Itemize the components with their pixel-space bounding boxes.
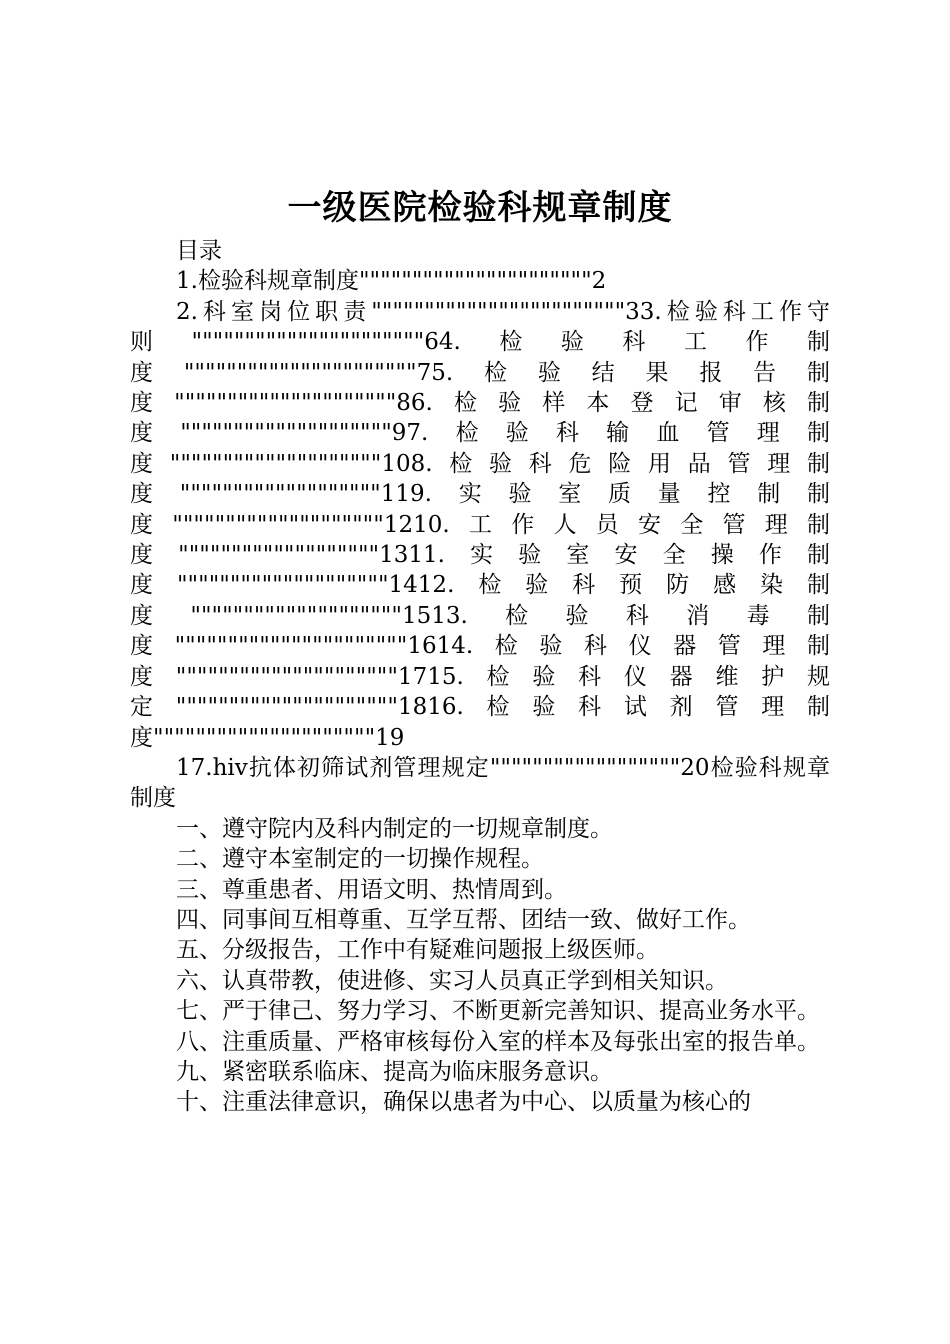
toc-entry: 17.hiv抗体初筛试剂管理规定""""""""""""""""""20检验科规章制度 bbox=[130, 754, 830, 812]
document-title: 一级医院检验科规章制度 bbox=[287, 188, 673, 228]
toc-entry: 1.检验科规章制度""""""""""""""""""""""2 bbox=[176, 268, 607, 295]
rule-item: 七、严于律己、努力学习、不断更新完善知识、提高业务水平。 bbox=[176, 998, 820, 1025]
document-body bbox=[130, 236, 830, 1118]
rule-item: 五、分级报告，工作中有疑难问题报上级医师。 bbox=[176, 937, 659, 964]
rule-item: 三、尊重患者、用语文明、热情周到。 bbox=[176, 876, 567, 903]
rule-item: 二、遵守本室制定的一切操作规程。 bbox=[176, 846, 544, 873]
rule-item: 八、注重质量、严格审核每份入室的样本及每张出室的报告单。 bbox=[176, 1028, 820, 1055]
rule-item: 九、紧密联系临床、提高为临床服务意识。 bbox=[176, 1058, 613, 1085]
rule-item: 四、同事间互相尊重、互学互帮、团结一致、做好工作。 bbox=[176, 906, 751, 933]
toc-heading: 目录 bbox=[176, 238, 222, 264]
toc-entries-block: 2.科室岗位职责""""""""""""""""""""""""33.检验科工作守则""""""""""""""""""""""64.检验科工作制度""""""""""""""""""""""75.检验结果报告制度"""""""""""""""""""""86.检验样本登记审核制度""""""""""""""""""""97.检验科输血管理制度""""""""""""""""""""108.检验科危险用品管理制度"""""""""""""""""""119.实验室质量控制制度""""""""""""""""""""1210.工作人员安全管理制度"""""""""""""""""""1311.实验室安全操作制度""""""""""""""""""""1412.检验科预防感染制度""""""""""""""""""""1513.检验科消毒制度""""""""""""""""""""""1614.检验科仪器管理制度"""""""""""""""""""""1715.检验科仪器维护规定"""""""""""""""""""""1816.检验科试剂管理制度"""""""""""""""""""""19 bbox=[130, 298, 830, 751]
rule-item: 一、遵守院内及科内制定的一切规章制度。 bbox=[176, 815, 613, 842]
rule-item: 六、认真带教，使进修、实习人员真正学到相关知识。 bbox=[176, 967, 728, 994]
rule-item: 十、注重法律意识，确保以患者为中心、以质量为核心的 bbox=[176, 1089, 751, 1116]
